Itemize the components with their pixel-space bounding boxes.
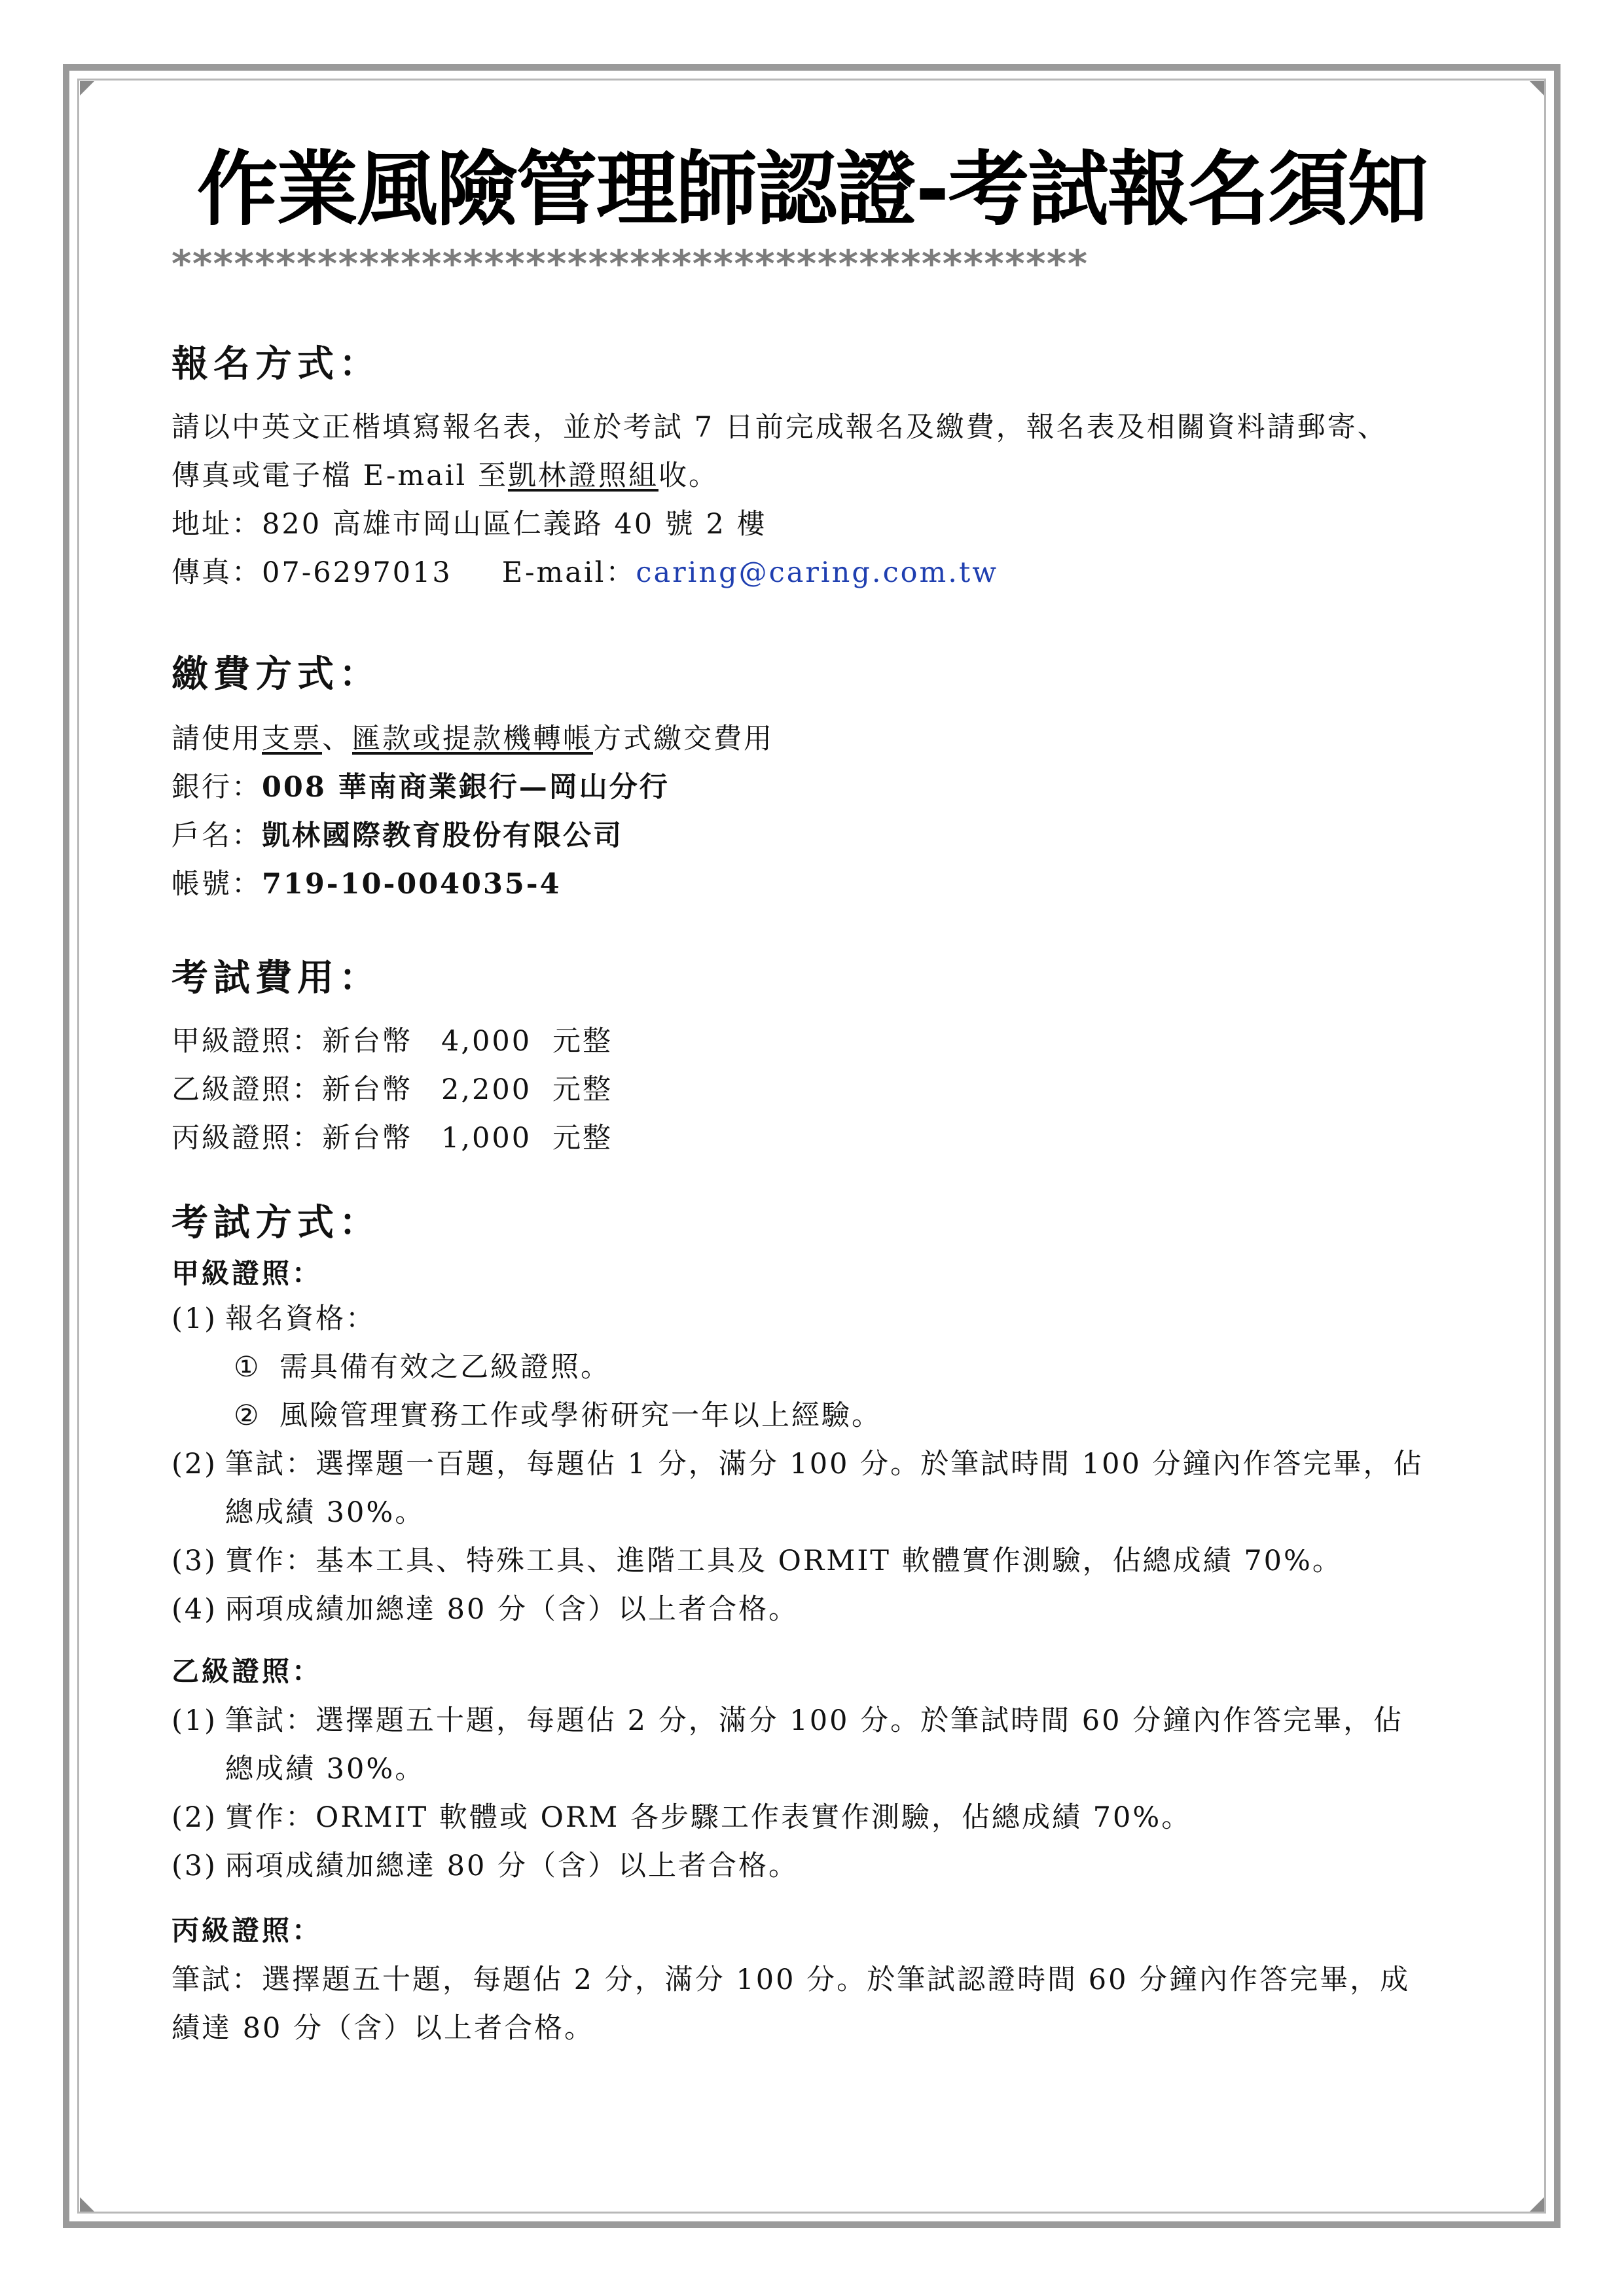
payment-instruction-separator: 、	[322, 723, 352, 755]
circled-number: ②	[234, 1399, 261, 1432]
grade-b-item-1-cont: 總成績 30%。	[225, 1753, 425, 1785]
fee-amount: 2,200	[441, 1073, 532, 1106]
grade-a-item-4	[171, 1585, 1474, 1634]
payment-account-number-label: 帳號：	[171, 868, 262, 901]
registration-email-link[interactable]: caring@caring.com.tw	[636, 556, 999, 589]
payment-instruction-pre: 請使用	[171, 723, 262, 755]
registration-fax: 傳真：07-6297013	[171, 556, 452, 589]
corner-ornament-top-left	[80, 81, 94, 96]
method-heading: 考試方式：	[171, 1201, 381, 1244]
grade-b-item-2	[171, 1793, 1474, 1842]
registration-line-2-post: 收。	[658, 459, 719, 492]
payment-account-name-label: 戶名：	[171, 819, 262, 852]
fee-row	[171, 1114, 1474, 1162]
registration-address: 地址：820 高雄市岡山區仁義路 40 號 2 樓	[171, 508, 767, 541]
payment-instruction	[171, 715, 1474, 763]
registration-email-label: E-mail：	[501, 556, 636, 589]
item-text: 需具備有效之乙級證照。	[280, 1351, 611, 1384]
payment-account-number	[171, 860, 1474, 908]
item-text: 兩項成績加總達 80 分（含）以上者合格。	[225, 1850, 799, 1882]
registration-recipient: 凱林證照組	[507, 459, 659, 492]
item-text: 風險管理實務工作或學術研究一年以上經驗。	[280, 1399, 882, 1432]
grade-b-item-3	[171, 1842, 1474, 1890]
item-text: 筆試：選擇題一百題，每題佔 1 分，滿分 100 分。於筆試時間 100 分鐘內作答完畢，佔	[225, 1448, 1424, 1480]
grade-a-item-2	[171, 1440, 1474, 1488]
fee-label: 丙級證照：新台幣	[171, 1122, 412, 1155]
item-number: (3)	[171, 1850, 217, 1882]
payment-method-cheque: 支票	[262, 723, 322, 755]
fees-section	[171, 952, 1474, 1162]
payment-instruction-post: 方式繳交費用	[593, 723, 774, 755]
grade-a-title: 甲級證照：	[171, 1257, 323, 1289]
fee-unit: 元整	[552, 1025, 613, 1058]
grade-c-line-1: 筆試：選擇題五十題，每題佔 2 分，滿分 100 分。於筆試認證時間 60 分鐘內作答完畢，成	[171, 1964, 1411, 1996]
item-number: (2)	[171, 1448, 217, 1480]
grade-a-item-3	[171, 1537, 1474, 1585]
fee-row	[171, 1017, 1474, 1066]
registration-line-2	[171, 452, 1474, 500]
fee-amount: 1,000	[441, 1122, 532, 1155]
page-title: 作業風險管理師認證-考試報名須知	[196, 143, 1428, 237]
fee-label: 甲級證照：新台幣	[171, 1025, 412, 1058]
payment-account-name-value: 凱林國際教育股份有限公司	[262, 819, 623, 852]
payment-heading: 繳費方式：	[171, 653, 381, 696]
star-divider: ********************************************	[171, 242, 1089, 286]
fee-amount: 4,000	[441, 1025, 532, 1058]
item-number: (1)	[171, 1302, 217, 1335]
corner-ornament-bottom-left	[80, 2197, 94, 2212]
fee-label: 乙級證照：新台幣	[171, 1073, 412, 1106]
payment-bank-label: 銀行：	[171, 771, 262, 804]
fee-unit: 元整	[552, 1122, 613, 1155]
item-text: 兩項成績加總達 80 分（含）以上者合格。	[225, 1593, 799, 1626]
grade-a-item-1	[171, 1295, 1474, 1343]
grade-c-title: 丙級證照：	[171, 1914, 323, 1946]
payment-account-number-value: 719-10-004035-4	[262, 868, 562, 901]
fees-heading: 考試費用：	[171, 956, 381, 999]
item-number: (4)	[171, 1593, 217, 1626]
item-text: 實作：基本工具、特殊工具、進階工具及 ORMIT 軟體實作測驗，佔總成績 70%。	[225, 1545, 1343, 1577]
grade-a-sub-item-2	[171, 1391, 1474, 1440]
item-text: 實作：ORMIT 軟體或 ORM 各步驟工作表實作測驗，佔總成績 70%。	[225, 1801, 1192, 1834]
registration-section	[171, 338, 1474, 597]
payment-bank-value: 008 華南商業銀行—岡山分行	[262, 771, 670, 804]
corner-ornament-bottom-right	[1530, 2197, 1544, 2212]
corner-ornament-top-right	[1530, 81, 1544, 96]
payment-method-transfer: 匯款或提款機轉帳	[352, 723, 593, 755]
circled-number: ①	[234, 1351, 261, 1384]
grade-a-item-2-cont: 總成績 30%。	[225, 1496, 425, 1529]
grade-a-sub-item-1	[171, 1343, 1474, 1391]
registration-heading: 報名方式：	[171, 342, 381, 386]
item-text: 報名資格：	[225, 1302, 376, 1335]
item-text: 筆試：選擇題五十題，每題佔 2 分，滿分 100 分。於筆試時間 60 分鐘內作答完畢，佔	[225, 1704, 1404, 1737]
grade-c-line-2: 績達 80 分（含）以上者合格。	[171, 2012, 595, 2045]
payment-account-name	[171, 812, 1474, 860]
payment-bank	[171, 763, 1474, 812]
item-number: (1)	[171, 1704, 217, 1737]
item-number: (3)	[171, 1545, 217, 1577]
method-section	[171, 1196, 1474, 2053]
item-number: (2)	[171, 1801, 217, 1834]
grade-b-item-1	[171, 1696, 1474, 1745]
registration-line-2-pre: 傳真或電子檔 E-mail 至	[171, 459, 508, 492]
registration-line-1: 請以中英文正楷填寫報名表，並於考試 7 日前完成報名及繳費，報名表及相關資料請郵寄、	[171, 411, 1388, 444]
payment-section	[171, 648, 1474, 908]
registration-contact	[171, 548, 1474, 597]
fee-row	[171, 1066, 1474, 1114]
grade-b-title: 乙級證照：	[171, 1655, 323, 1687]
fee-unit: 元整	[552, 1073, 613, 1106]
